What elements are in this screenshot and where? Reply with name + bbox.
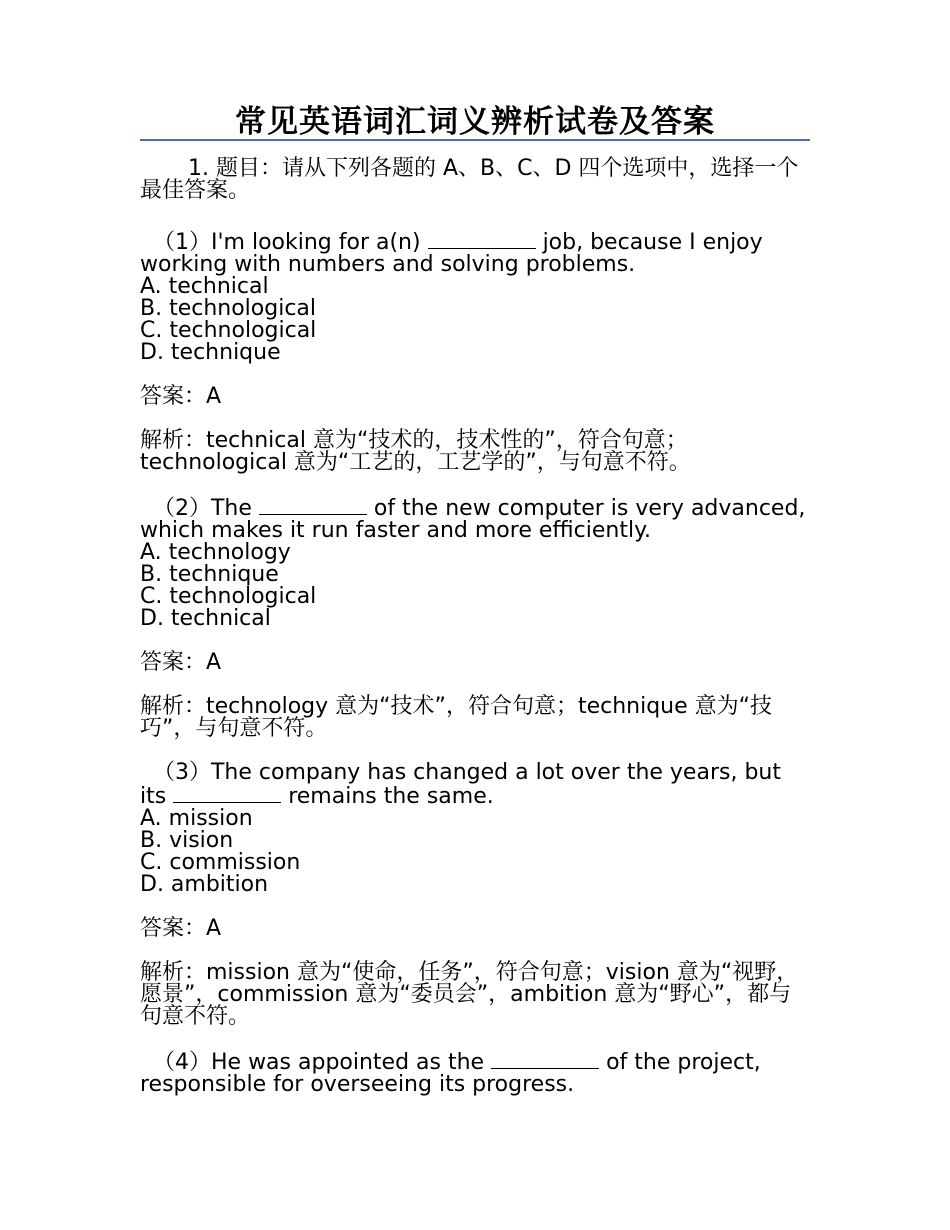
answer-blank	[173, 784, 281, 803]
stem-text-after: job, because I enjoy working with numbers and solving problems.	[140, 230, 763, 277]
option-c: C. technological	[140, 584, 317, 609]
question-1	[140, 230, 810, 364]
question-2	[140, 496, 810, 630]
question-stem	[140, 230, 810, 276]
analysis-1: 解析：technical 意为“技术的，技术性的”，符合句意；technological 意为“工艺的，工艺学的”，与句意不符。	[140, 428, 691, 475]
option-a: A. mission	[140, 806, 253, 831]
option-a: A. technology	[140, 540, 291, 565]
option-d: D. ambition	[140, 872, 269, 897]
stem-text-after: remains the same.	[281, 784, 494, 809]
answer-blank	[491, 1050, 599, 1069]
stem-text-after: of the new computer is very advanced, which makes it run faster and more efficiently.	[140, 496, 806, 543]
answer-blank	[428, 230, 536, 249]
answer-3: 答案：A	[140, 916, 222, 941]
intro-paragraph: 1. 题目：请从下列各题的 A、B、C、D 四个选项中，选择一个最佳答案。	[140, 156, 799, 203]
analysis-2: 解析：technology 意为“技术”，符合句意；technique 意为“技巧”，与句意不符。	[140, 694, 773, 741]
answer-blank	[259, 496, 367, 515]
document-title: 常见英语词汇词义辨析试卷及答案	[235, 104, 715, 140]
option-b: B. technological	[140, 296, 317, 321]
question-3	[140, 762, 810, 896]
question-4	[140, 1050, 810, 1096]
option-c: C. commission	[140, 850, 301, 875]
stem-text-after: of the project, responsible for overseeing its progress.	[140, 1050, 761, 1097]
option-c: C. technological	[140, 318, 317, 343]
option-b: B. vision	[140, 828, 234, 853]
option-b: B. technique	[140, 562, 279, 587]
option-d: D. technique	[140, 340, 281, 365]
question-stem	[140, 762, 810, 808]
stem-text-before: （2）The	[153, 496, 259, 521]
analysis-3: 解析：mission 意为“使命，任务”，符合句意；vision 意为“视野，愿景”，commission 意为“委员会”，ambition 意为“野心”，都与句意不符。	[140, 960, 799, 1029]
title-underline	[140, 139, 810, 141]
answer-2: 答案：A	[140, 650, 222, 675]
stem-text-before: （3）The company has changed a lot over the years, but its	[140, 760, 781, 809]
answer-1: 答案：A	[140, 384, 222, 409]
question-stem	[140, 496, 810, 542]
option-a: A. technical	[140, 274, 269, 299]
question-stem	[140, 1050, 810, 1096]
stem-text-before: （4）He was appointed as the	[153, 1050, 492, 1075]
option-d: D. technical	[140, 606, 271, 631]
stem-text-before: （1）I'm looking for a(n)	[153, 230, 428, 255]
document-body	[140, 158, 810, 1118]
